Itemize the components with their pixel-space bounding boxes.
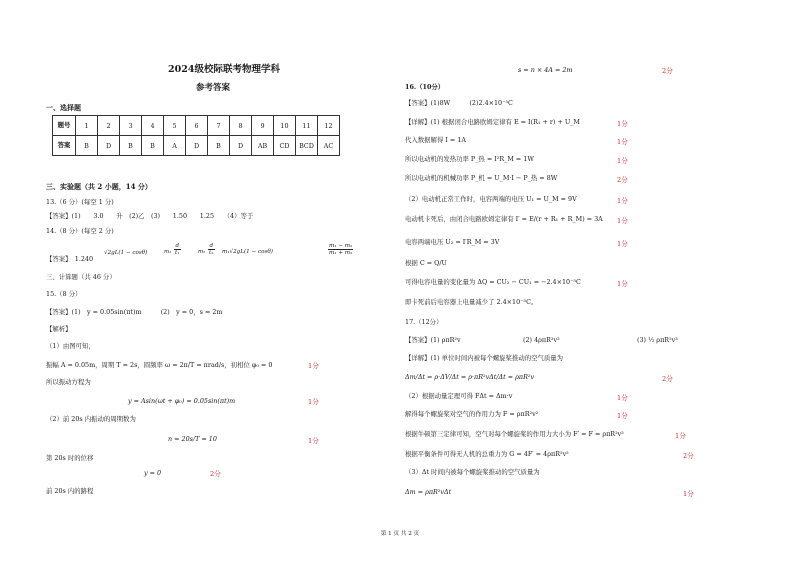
q14-frac-1 bbox=[174, 243, 181, 256]
q16-detail-10: 即卡死前后电容器上电量减少了 2.4×10⁻⁵C。 bbox=[405, 298, 538, 306]
answer-cell: BCD bbox=[296, 136, 318, 156]
q15-equation-3: y = 0 bbox=[144, 469, 162, 477]
score-label: 1分 bbox=[617, 280, 628, 288]
question-number: 2 bbox=[98, 116, 120, 136]
score-label: 1分 bbox=[617, 138, 628, 146]
distance-equation: s = n × 4A = 2m bbox=[518, 66, 573, 74]
row-label-question: 题号 bbox=[53, 116, 76, 136]
q17-equation-1: Δm/Δt = ρ·ΔV/Δt = ρ·πR²vΔt/Δt = ρπR²v bbox=[405, 373, 535, 381]
question-number: 8 bbox=[230, 116, 252, 136]
q16-detail-8: 根据 C = Q/U bbox=[405, 259, 447, 267]
question-number: 9 bbox=[252, 116, 274, 136]
q17-answer-2: (2) 4ρπR²v² bbox=[523, 336, 560, 344]
score-label: 1分 bbox=[308, 398, 319, 406]
score-label: 1分 bbox=[675, 432, 686, 440]
q16-detail-5: （2）电动机正常工作时，电容两端的电压 U₁ = U_M = 9V bbox=[405, 195, 577, 203]
q16-answer: 【答案】(1)8W (2)2.4×10⁻⁵C bbox=[405, 99, 513, 107]
question-number: 1 bbox=[76, 116, 98, 136]
q16-heading: 16.（10分） bbox=[405, 83, 445, 91]
q15-line-7: 第 20s 时的位移 bbox=[46, 454, 94, 462]
q15-equation-1: y = Asin(ωt + φ₀) = 0.05sin(πt)m bbox=[128, 397, 236, 405]
q13-heading: 13.（6 分）(每空 1 分) bbox=[46, 198, 114, 206]
q15-line-9: 前 20s 内的路程 bbox=[46, 487, 94, 495]
q14-frac-2 bbox=[208, 243, 215, 256]
q14-m1-label: m₁ bbox=[222, 249, 230, 255]
answer-cell: D bbox=[230, 136, 252, 156]
q16-detail-6: 电动机卡死后，由闭合电路欧姆定律有 I′ = E/(r + R₁ + R_M) = 3A bbox=[405, 215, 603, 223]
score-label: 1分 bbox=[617, 240, 628, 248]
q17-heading: 17.（12分） bbox=[405, 318, 443, 326]
answer-cell: D bbox=[98, 136, 120, 156]
q14-heading: 14.（8 分）(每空 2 分) bbox=[46, 227, 114, 235]
score-label: 2分 bbox=[683, 452, 694, 460]
score-label: 1分 bbox=[617, 394, 628, 402]
q16-detail-4: 所以电动机的机械功率 P_机 = U_M·I − P_热 = 8W bbox=[405, 174, 558, 182]
document-subtitle: 参考答案 bbox=[196, 83, 231, 93]
q14-fraction-d-t1 bbox=[174, 243, 181, 256]
q15-answer: 【答案】(1) y = 0.05sin(πt)m (2) y = 0，s = 2m bbox=[46, 308, 223, 316]
fraction-numerator: d bbox=[209, 243, 214, 249]
fraction-numerator: m₁ − m₂ bbox=[329, 243, 353, 249]
score-label: 2分 bbox=[662, 67, 673, 75]
q13-answer: 【答案】(1) 3.0 升 (2)乙 (3) 1.50 1.25 （4）等于 bbox=[46, 212, 254, 220]
score-label: 1分 bbox=[683, 490, 694, 498]
question-number: 6 bbox=[186, 116, 208, 136]
q16-detail-1: 【详解】(1) 根据闭合电路欧姆定律有 E = I(R₁ + r) + U_M bbox=[405, 118, 580, 126]
answer-cell: B bbox=[208, 136, 230, 156]
q17-detail-6: （3）Δt 时间内被每个螺旋桨推动的空气质量为 bbox=[405, 468, 540, 476]
answer-cell: AB bbox=[252, 136, 274, 156]
score-label: 1分 bbox=[308, 362, 319, 370]
q14-answer-prefix: 【答案】 1.240 bbox=[46, 255, 94, 263]
analysis-heading: 【解析】 bbox=[46, 325, 72, 333]
q16-detail-9: 可得电容电量的变化量为 ΔQ = CU₂ − CU₁ = −2.4×10⁻⁵C bbox=[405, 278, 581, 286]
q17-answer-3: (3) ½ ρπR²v³ bbox=[637, 336, 678, 344]
choice-answer-table bbox=[52, 115, 340, 156]
answer-cell: CD bbox=[274, 136, 296, 156]
q14-frac-3 bbox=[328, 243, 353, 256]
question-number: 3 bbox=[120, 116, 142, 136]
answer-cell: AC bbox=[318, 136, 340, 156]
q17-equation-2: Δm = ρπR²vΔt bbox=[405, 488, 452, 496]
score-label: 1分 bbox=[617, 120, 628, 128]
table-row-numbers bbox=[53, 116, 340, 136]
fraction-numerator: d bbox=[175, 243, 180, 249]
q14-mass-ratio bbox=[328, 243, 353, 256]
section-choice-heading: 一、选择题 bbox=[46, 103, 81, 112]
q16-detail-3: 所以电动机的发热功率 P_热 = I²R_M = 1W bbox=[405, 155, 534, 163]
document-title: 2024级校际联考物理学科 bbox=[168, 64, 280, 75]
fraction-denominator: t₂ bbox=[209, 250, 214, 256]
score-label: 1分 bbox=[617, 197, 628, 205]
q17-detail-5: 根据平衡条件可得无人机的总重力为 G = 4F′ = 4ρπR²v² bbox=[405, 450, 569, 458]
q17-answer-1: 【答案】(1) ρπR²v bbox=[405, 336, 461, 344]
answer-cell: D bbox=[186, 136, 208, 156]
section-experiment-heading: 三、实验题（共 2 小题，14 分） bbox=[46, 182, 152, 191]
q17-detail-3: 解得每个螺旋桨对空气的作用力为 F = ρπR²v² bbox=[405, 410, 539, 418]
score-label: 2分 bbox=[210, 470, 221, 478]
q16-detail-7: 电容两端电压 U₂ = I′R_M = 3V bbox=[405, 238, 500, 246]
q14-m1-sqrt bbox=[222, 248, 273, 256]
question-number: 7 bbox=[208, 116, 230, 136]
score-label: 1分 bbox=[617, 412, 628, 420]
q15-line-2: 振幅 A = 0.05m，周期 T = 2s，圆频率 ω = 2π/T = πrad/s，初相位 φ₀ = 0 bbox=[46, 361, 273, 369]
question-number: 4 bbox=[142, 116, 164, 136]
question-number: 11 bbox=[296, 116, 318, 136]
question-number: 12 bbox=[318, 116, 340, 136]
fraction-denominator: m₁ + m₂ bbox=[329, 250, 353, 256]
q16-detail-2: 代入数据解得 I = 1A bbox=[405, 136, 466, 144]
answer-cell: B bbox=[76, 136, 98, 156]
q14-m2-label: m₂ bbox=[198, 249, 206, 255]
q17-detail-2: （2）根据动量定理可得 FΔt = Δm·v bbox=[405, 392, 513, 400]
q14-m1-label: m₁ bbox=[164, 249, 172, 255]
q17-detail-1: 【详解】(1) 单位时间内被每个螺旋桨推动的空气质量为 bbox=[405, 354, 564, 362]
answer-cell: A bbox=[164, 136, 186, 156]
q17-detail-4: 根据牛顿第三定律可知，空气对每个螺旋桨的作用力大小为 F′ = F = ρπR²v² bbox=[405, 430, 624, 438]
table-row-answers bbox=[53, 136, 340, 156]
question-number: 5 bbox=[164, 116, 186, 136]
q14-sqrt-expression: √2gL(1 − cosθ) bbox=[104, 250, 148, 256]
q15-heading: 15.（8 分） bbox=[46, 290, 82, 298]
q15-line-5: （2）前 20s 内振动的周期数为 bbox=[46, 415, 136, 423]
score-label: 1分 bbox=[308, 437, 319, 445]
answer-cell: B bbox=[142, 136, 164, 156]
score-label: 1分 bbox=[617, 217, 628, 225]
q14-fraction-d-t2 bbox=[208, 243, 215, 256]
question-number: 10 bbox=[274, 116, 296, 136]
score-label: 2分 bbox=[617, 176, 628, 184]
answer-cell: B bbox=[120, 136, 142, 156]
q14-sqrt-expression: √2gL(1 − cosθ) bbox=[229, 249, 273, 255]
page-footer: 第 1 页 共 2 页 bbox=[380, 531, 420, 537]
score-label: 2分 bbox=[662, 375, 673, 383]
fraction-denominator: t₁ bbox=[175, 250, 180, 256]
q15-line-1: （1）由图可知， bbox=[46, 342, 95, 350]
q15-line-3: 所以振动方程为 bbox=[46, 378, 91, 386]
q15-equation-2: n = 20s/T = 10 bbox=[168, 435, 217, 443]
section-calc-heading: 三、计算题（共 46 分） bbox=[46, 273, 116, 281]
row-label-answer: 答案 bbox=[53, 136, 76, 156]
score-label: 1分 bbox=[617, 157, 628, 165]
